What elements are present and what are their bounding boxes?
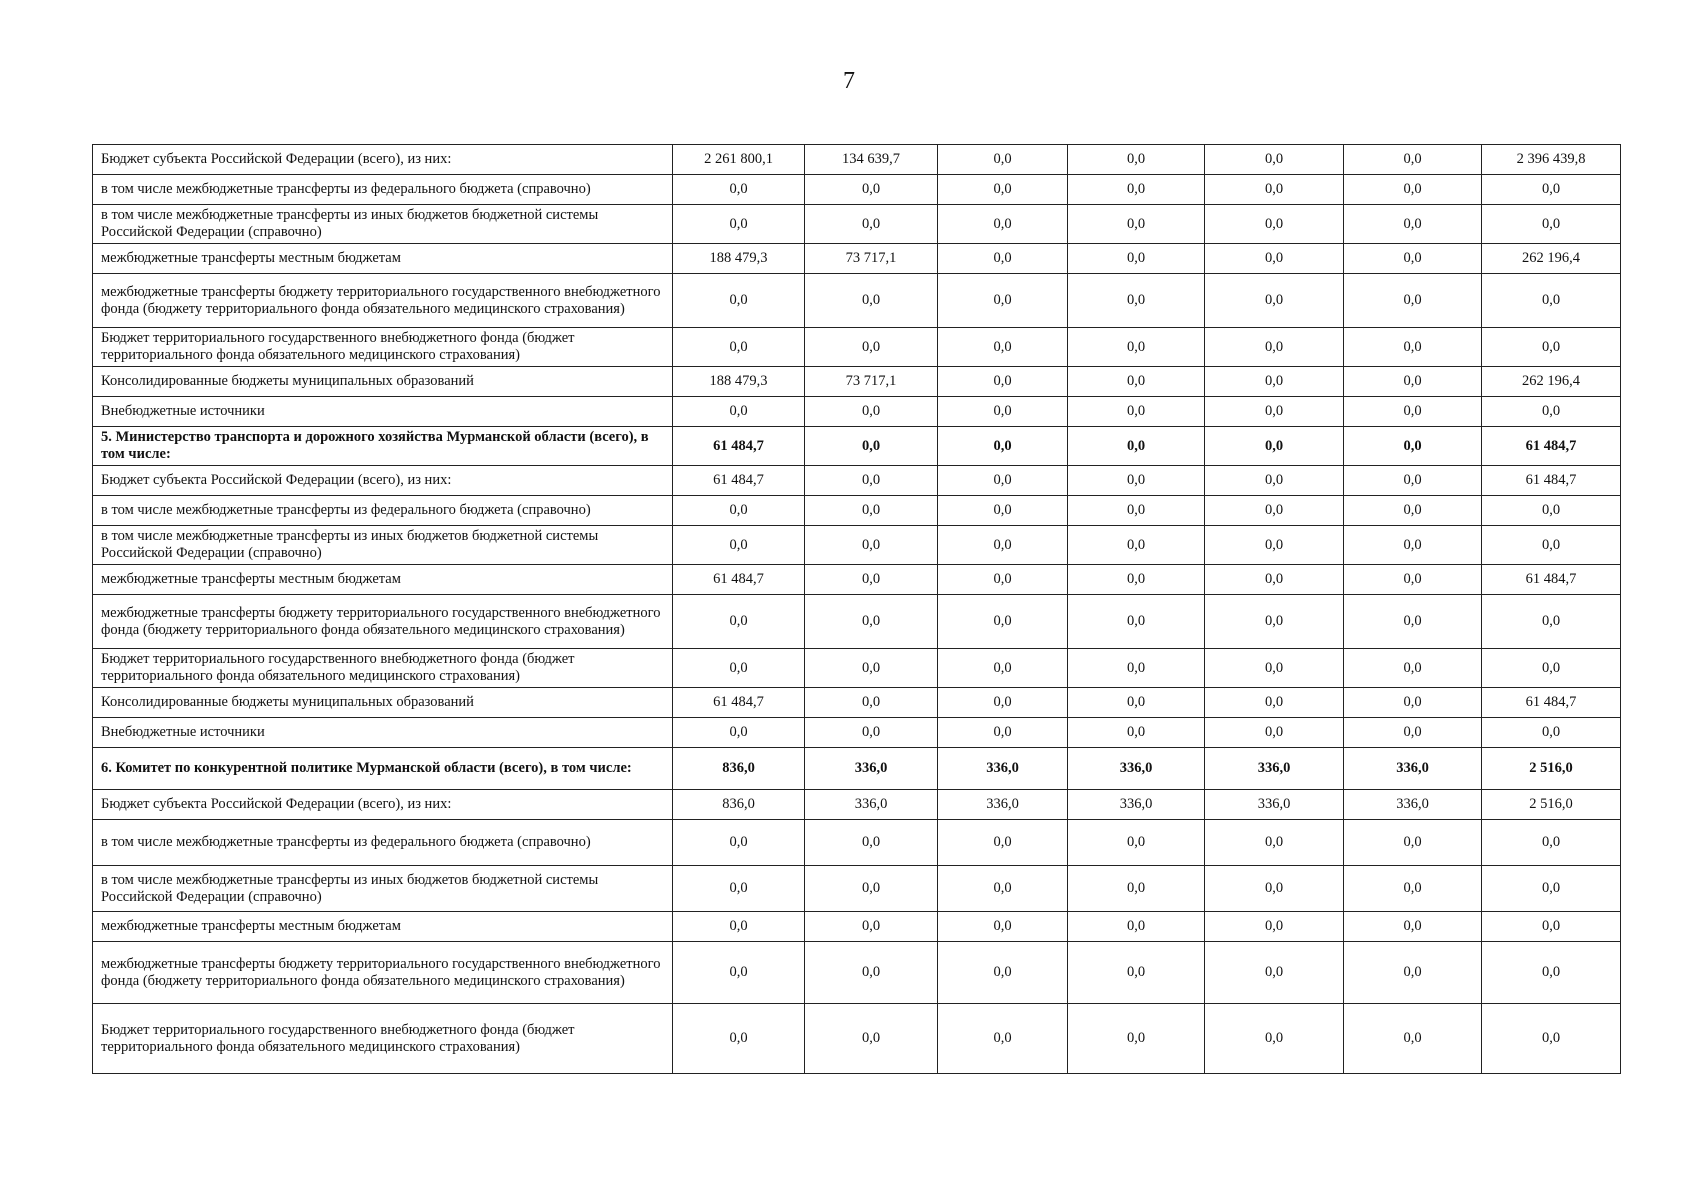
value-cell: 0,0 (1068, 1004, 1205, 1074)
table-row (93, 688, 1621, 718)
value-cell: 0,0 (938, 427, 1068, 466)
row-label: межбюджетные трансферты местным бюджетам (93, 244, 673, 274)
value-cell: 0,0 (1205, 274, 1344, 328)
value-cell: 0,0 (805, 397, 938, 427)
value-cell: 0,0 (1068, 565, 1205, 595)
row-total-cell: 0,0 (1482, 718, 1621, 748)
row-label: Консолидированные бюджеты муниципальных образований (93, 367, 673, 397)
table-row (93, 866, 1621, 912)
value-cell: 336,0 (938, 748, 1068, 790)
value-cell: 0,0 (1205, 942, 1344, 1004)
row-label: в том числе межбюджетные трансферты из федерального бюджета (справочно) (93, 820, 673, 866)
value-cell: 0,0 (938, 526, 1068, 565)
value-cell: 0,0 (673, 397, 805, 427)
value-cell: 0,0 (1344, 718, 1482, 748)
row-total-cell: 0,0 (1482, 205, 1621, 244)
value-cell: 0,0 (1205, 718, 1344, 748)
value-cell: 0,0 (1068, 912, 1205, 942)
value-cell: 0,0 (673, 912, 805, 942)
row-total-cell: 0,0 (1482, 1004, 1621, 1074)
value-cell: 0,0 (805, 820, 938, 866)
table-row (93, 397, 1621, 427)
value-cell: 0,0 (805, 688, 938, 718)
value-cell: 0,0 (938, 205, 1068, 244)
value-cell: 188 479,3 (673, 244, 805, 274)
value-cell: 188 479,3 (673, 367, 805, 397)
value-cell: 0,0 (1344, 526, 1482, 565)
value-cell: 0,0 (805, 205, 938, 244)
row-label: межбюджетные трансферты местным бюджетам (93, 565, 673, 595)
value-cell: 0,0 (673, 526, 805, 565)
table-row (93, 526, 1621, 565)
value-cell: 0,0 (1344, 397, 1482, 427)
section-row (93, 427, 1621, 466)
value-cell: 0,0 (938, 649, 1068, 688)
value-cell: 0,0 (805, 274, 938, 328)
row-label: Бюджет территориального государственного внебюджетного фонда (бюджет территориального фонда обязательного медицинского страхования) (93, 1004, 673, 1074)
value-cell: 0,0 (1344, 912, 1482, 942)
value-cell: 0,0 (1068, 496, 1205, 526)
value-cell: 0,0 (938, 912, 1068, 942)
value-cell: 336,0 (1068, 748, 1205, 790)
row-total-cell: 0,0 (1482, 595, 1621, 649)
row-label: Бюджет территориального государственного внебюджетного фонда (бюджет территориального фонда обязательного медицинского страхования) (93, 328, 673, 367)
row-total-cell: 0,0 (1482, 274, 1621, 328)
value-cell: 0,0 (938, 274, 1068, 328)
value-cell: 0,0 (1344, 820, 1482, 866)
row-label: в том числе межбюджетные трансферты из федерального бюджета (справочно) (93, 175, 673, 205)
value-cell: 0,0 (1344, 145, 1482, 175)
value-cell: 0,0 (1068, 397, 1205, 427)
value-cell: 0,0 (1068, 942, 1205, 1004)
value-cell: 0,0 (938, 367, 1068, 397)
value-cell: 0,0 (1344, 205, 1482, 244)
value-cell: 61 484,7 (673, 427, 805, 466)
row-label: Бюджет субъекта Российской Федерации (всего), из них: (93, 466, 673, 496)
value-cell: 0,0 (1344, 866, 1482, 912)
value-cell: 0,0 (805, 912, 938, 942)
table-row (93, 244, 1621, 274)
value-cell: 0,0 (1068, 328, 1205, 367)
value-cell: 0,0 (938, 820, 1068, 866)
row-total-cell: 0,0 (1482, 866, 1621, 912)
value-cell: 0,0 (938, 397, 1068, 427)
value-cell: 0,0 (1205, 820, 1344, 866)
budget-table (92, 144, 1621, 1074)
row-label: межбюджетные трансферты местным бюджетам (93, 912, 673, 942)
row-total-cell: 0,0 (1482, 649, 1621, 688)
value-cell: 73 717,1 (805, 367, 938, 397)
value-cell: 0,0 (1068, 367, 1205, 397)
value-cell: 336,0 (1344, 748, 1482, 790)
value-cell: 0,0 (938, 1004, 1068, 1074)
table-row (93, 649, 1621, 688)
table-row (93, 790, 1621, 820)
row-total-cell: 0,0 (1482, 397, 1621, 427)
row-label: Бюджет территориального государственного внебюджетного фонда (бюджет территориального фонда обязательного медицинского страхования) (93, 649, 673, 688)
table-row (93, 565, 1621, 595)
value-cell: 0,0 (938, 328, 1068, 367)
row-label: в том числе межбюджетные трансферты из федерального бюджета (справочно) (93, 496, 673, 526)
value-cell: 0,0 (1344, 565, 1482, 595)
table-row (93, 367, 1621, 397)
row-label: в том числе межбюджетные трансферты из иных бюджетов бюджетной системы Российской Федерации (справочно) (93, 205, 673, 244)
value-cell: 0,0 (673, 274, 805, 328)
value-cell: 0,0 (673, 649, 805, 688)
value-cell: 336,0 (805, 790, 938, 820)
value-cell: 0,0 (1068, 866, 1205, 912)
budget-table-body (93, 145, 1621, 1074)
value-cell: 0,0 (1344, 367, 1482, 397)
value-cell: 0,0 (1205, 688, 1344, 718)
value-cell: 0,0 (1205, 565, 1344, 595)
value-cell: 0,0 (1205, 427, 1344, 466)
table-row (93, 205, 1621, 244)
value-cell: 61 484,7 (673, 565, 805, 595)
value-cell: 0,0 (1344, 244, 1482, 274)
value-cell: 0,0 (938, 244, 1068, 274)
value-cell: 0,0 (1344, 688, 1482, 718)
value-cell: 0,0 (1068, 649, 1205, 688)
value-cell: 0,0 (1068, 595, 1205, 649)
value-cell: 61 484,7 (673, 466, 805, 496)
value-cell: 0,0 (1068, 274, 1205, 328)
value-cell: 0,0 (673, 866, 805, 912)
table-row (93, 595, 1621, 649)
value-cell: 0,0 (938, 496, 1068, 526)
value-cell: 0,0 (1344, 274, 1482, 328)
row-label: межбюджетные трансферты бюджету территориального государственного внебюджетного фонда (бюджету территориального фонда обязательного медицинского страхования) (93, 942, 673, 1004)
row-label: в том числе межбюджетные трансферты из иных бюджетов бюджетной системы Российской Федерации (справочно) (93, 526, 673, 565)
value-cell: 0,0 (673, 1004, 805, 1074)
value-cell: 0,0 (938, 145, 1068, 175)
value-cell: 0,0 (1344, 328, 1482, 367)
value-cell: 0,0 (805, 595, 938, 649)
value-cell: 0,0 (805, 866, 938, 912)
value-cell: 0,0 (1344, 1004, 1482, 1074)
row-total-cell: 0,0 (1482, 496, 1621, 526)
table-row (93, 912, 1621, 942)
value-cell: 0,0 (1205, 866, 1344, 912)
value-cell: 0,0 (1205, 175, 1344, 205)
table-row (93, 175, 1621, 205)
value-cell: 0,0 (938, 466, 1068, 496)
value-cell: 0,0 (1068, 718, 1205, 748)
value-cell: 836,0 (673, 790, 805, 820)
value-cell: 0,0 (1205, 649, 1344, 688)
row-label: Внебюджетные источники (93, 397, 673, 427)
value-cell: 0,0 (1205, 367, 1344, 397)
value-cell: 0,0 (673, 942, 805, 1004)
value-cell: 0,0 (805, 328, 938, 367)
row-label: 5. Министерство транспорта и дорожного хозяйства Мурманской области (всего), в том числе: (93, 427, 673, 466)
value-cell: 0,0 (805, 526, 938, 565)
value-cell: 61 484,7 (673, 688, 805, 718)
row-total-cell: 0,0 (1482, 942, 1621, 1004)
value-cell: 0,0 (938, 866, 1068, 912)
row-total-cell: 61 484,7 (1482, 688, 1621, 718)
value-cell: 0,0 (1344, 466, 1482, 496)
value-cell: 0,0 (1205, 244, 1344, 274)
table-row (93, 718, 1621, 748)
row-total-cell: 0,0 (1482, 526, 1621, 565)
page-number: 7 (843, 68, 855, 94)
value-cell: 0,0 (1344, 175, 1482, 205)
value-cell: 0,0 (1205, 496, 1344, 526)
value-cell: 0,0 (1205, 397, 1344, 427)
value-cell: 73 717,1 (805, 244, 938, 274)
row-total-cell: 0,0 (1482, 328, 1621, 367)
row-total-cell: 2 396 439,8 (1482, 145, 1621, 175)
row-label: Внебюджетные источники (93, 718, 673, 748)
table-row (93, 1004, 1621, 1074)
table-row (93, 496, 1621, 526)
value-cell: 0,0 (1068, 427, 1205, 466)
row-label: Бюджет субъекта Российской Федерации (всего), из них: (93, 145, 673, 175)
value-cell: 0,0 (1068, 466, 1205, 496)
value-cell: 0,0 (1205, 526, 1344, 565)
section-row (93, 748, 1621, 790)
value-cell: 0,0 (1205, 466, 1344, 496)
value-cell: 336,0 (805, 748, 938, 790)
value-cell: 0,0 (1205, 595, 1344, 649)
value-cell: 0,0 (1068, 688, 1205, 718)
value-cell: 0,0 (1205, 912, 1344, 942)
row-total-cell: 2 516,0 (1482, 790, 1621, 820)
table-row (93, 274, 1621, 328)
value-cell: 336,0 (1068, 790, 1205, 820)
value-cell: 0,0 (805, 942, 938, 1004)
value-cell: 0,0 (673, 820, 805, 866)
value-cell: 836,0 (673, 748, 805, 790)
value-cell: 0,0 (1068, 145, 1205, 175)
value-cell: 0,0 (805, 718, 938, 748)
value-cell: 336,0 (938, 790, 1068, 820)
row-total-cell: 2 516,0 (1482, 748, 1621, 790)
value-cell: 0,0 (673, 205, 805, 244)
value-cell: 0,0 (1205, 328, 1344, 367)
value-cell: 134 639,7 (805, 145, 938, 175)
value-cell: 0,0 (673, 175, 805, 205)
table-row (93, 145, 1621, 175)
value-cell: 0,0 (1205, 145, 1344, 175)
value-cell: 0,0 (1068, 205, 1205, 244)
value-cell: 0,0 (1205, 205, 1344, 244)
row-total-cell: 61 484,7 (1482, 427, 1621, 466)
row-label: Бюджет субъекта Российской Федерации (всего), из них: (93, 790, 673, 820)
value-cell: 0,0 (1068, 244, 1205, 274)
value-cell: 0,0 (805, 649, 938, 688)
value-cell: 0,0 (1205, 1004, 1344, 1074)
row-total-cell: 262 196,4 (1482, 244, 1621, 274)
row-total-cell: 262 196,4 (1482, 367, 1621, 397)
value-cell: 0,0 (938, 688, 1068, 718)
row-label: межбюджетные трансферты бюджету территориального государственного внебюджетного фонда (бюджету территориального фонда обязательного медицинского страхования) (93, 274, 673, 328)
value-cell: 0,0 (1068, 820, 1205, 866)
value-cell: 336,0 (1205, 748, 1344, 790)
value-cell: 0,0 (1344, 496, 1482, 526)
table-row (93, 466, 1621, 496)
value-cell: 0,0 (805, 565, 938, 595)
row-label: 6. Комитет по конкурентной политике Мурманской области (всего), в том числе: (93, 748, 673, 790)
table-row (93, 328, 1621, 367)
value-cell: 336,0 (1205, 790, 1344, 820)
value-cell: 0,0 (1344, 649, 1482, 688)
row-label: в том числе межбюджетные трансферты из иных бюджетов бюджетной системы Российской Федерации (справочно) (93, 866, 673, 912)
value-cell: 0,0 (673, 328, 805, 367)
value-cell: 0,0 (938, 718, 1068, 748)
row-total-cell: 0,0 (1482, 912, 1621, 942)
table-row (93, 942, 1621, 1004)
table-row (93, 820, 1621, 866)
value-cell: 0,0 (805, 1004, 938, 1074)
value-cell: 0,0 (1344, 595, 1482, 649)
value-cell: 0,0 (1068, 175, 1205, 205)
value-cell: 0,0 (673, 496, 805, 526)
value-cell: 2 261 800,1 (673, 145, 805, 175)
value-cell: 0,0 (1344, 427, 1482, 466)
value-cell: 0,0 (805, 175, 938, 205)
value-cell: 0,0 (805, 466, 938, 496)
value-cell: 336,0 (1344, 790, 1482, 820)
value-cell: 0,0 (1068, 526, 1205, 565)
row-total-cell: 0,0 (1482, 175, 1621, 205)
value-cell: 0,0 (938, 595, 1068, 649)
value-cell: 0,0 (938, 175, 1068, 205)
value-cell: 0,0 (938, 942, 1068, 1004)
row-label: Консолидированные бюджеты муниципальных образований (93, 688, 673, 718)
value-cell: 0,0 (673, 718, 805, 748)
row-total-cell: 61 484,7 (1482, 565, 1621, 595)
value-cell: 0,0 (938, 565, 1068, 595)
value-cell: 0,0 (805, 496, 938, 526)
row-total-cell: 61 484,7 (1482, 466, 1621, 496)
value-cell: 0,0 (805, 427, 938, 466)
value-cell: 0,0 (1344, 942, 1482, 1004)
value-cell: 0,0 (673, 595, 805, 649)
row-total-cell: 0,0 (1482, 820, 1621, 866)
row-label: межбюджетные трансферты бюджету территориального государственного внебюджетного фонда (бюджету территориального фонда обязательного медицинского страхования) (93, 595, 673, 649)
